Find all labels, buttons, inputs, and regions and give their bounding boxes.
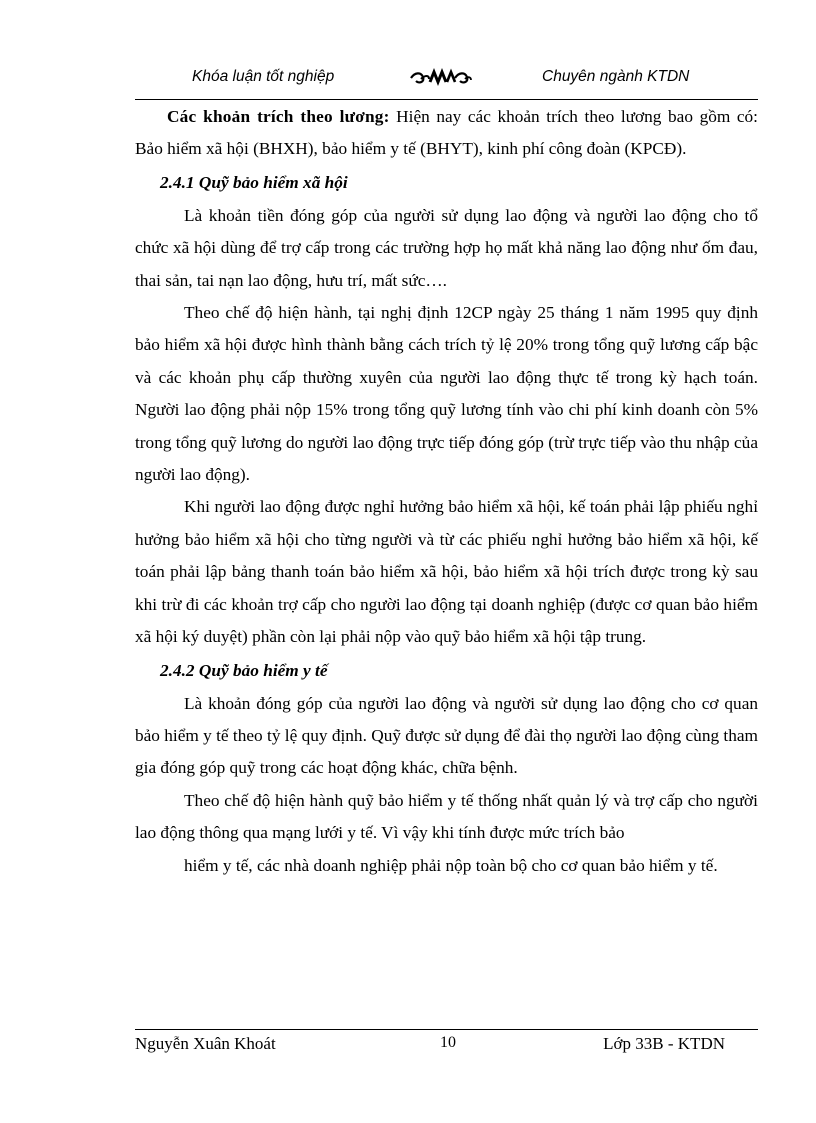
header-divider	[135, 99, 758, 100]
footer-author: Nguyễn Xuân Khoát	[135, 1034, 276, 1053]
section-heading-2-4-1: 2.4.1 Quỹ bảo hiểm xã hội	[160, 172, 348, 192]
decorative-ornament-icon	[407, 66, 475, 88]
section2-paragraph-2: Theo chế độ hiện hành quỹ bảo hiểm y tế thống nhất quản lý và trợ cấp cho người lao động thông qua mạng lưới y tế. Vì vậy khi tính được mức trích bảo	[135, 790, 758, 843]
section-heading-2-4-2: 2.4.2 Quỹ bảo hiểm y tế	[160, 660, 328, 680]
header-thesis-label: Khóa luận tốt nghiệp	[192, 68, 335, 85]
header-major-label: Chuyên ngành KTDN	[542, 68, 690, 85]
section2-paragraph-3: hiểm y tế, các nhà doanh nghiệp phải nộp toàn bộ cho cơ quan bảo hiểm y tế.	[184, 855, 718, 875]
intro-lead: Các khoản trích theo lương:	[167, 107, 390, 126]
document-body	[135, 101, 758, 882]
section1-paragraph-2: Theo chế độ hiện hành, tại nghị định 12CP ngày 25 tháng 1 năm 1995 quy định bảo hiểm xã hội được hình thành bằng cách trích tỷ lệ 20% trong tổng quỹ lương cấp bậc và các khoản phụ cấp thường xuyên của người lao động thực tế trong kỳ hạch toán. Người lao động phải nộp 15% trong tổng quỹ lương tính vào chi phí kinh doanh còn 5% trong tổng quỹ lương do người lao động trực tiếp đóng góp (trừ trực tiếp vào thu nhập của người lao động).	[135, 303, 758, 485]
footer-divider	[135, 1029, 758, 1030]
section1-paragraph-1: Là khoản tiền đóng góp của người sử dụng lao động và người lao động cho tổ chức xã hội dùng để trợ cấp trong các trường hợp họ mất khả năng lao động như ốm đau, thai sản, tai nạn lao động, hưu trí, mất sức….	[135, 205, 758, 290]
section1-paragraph-3: Khi người lao động được nghỉ hưởng bảo hiểm xã hội, kế toán phải lập phiếu nghỉ hưởng bảo hiểm xã hội cho từng người và từ các phiếu nghỉ hưởng bảo hiểm xã hội, kế toán phải lập bảng thanh toán bảo hiểm xã hội, bảo hiểm xã hội trích được trong kỳ sau khi trừ đi các khoản trợ cấp cho người lao động tại doanh nghiệp (được cơ quan bảo hiểm xã hội ký duyệt) phần còn lại phải nộp vào quỹ bảo hiểm xã hội tập trung.	[135, 497, 758, 647]
footer-page-number: 10	[440, 1034, 456, 1051]
footer-class: Lớp 33B - KTDN	[603, 1034, 725, 1053]
intro-paragraph	[135, 101, 758, 166]
section2-paragraph-1: Là khoản đóng góp của người lao động và người sử dụng lao động cho cơ quan bảo hiểm y tế theo tỷ lệ quy định. Quỹ được sử dụng để đài thọ người lao động cùng tham gia đóng góp quỹ trong các hoạt động khác, chữa bệnh.	[135, 693, 758, 778]
page-header	[135, 66, 758, 92]
intro-text: Hiện nay các khoản trích theo lương bao gồm có: Bảo hiểm xã hội (BHXH), bảo hiểm y tế (BHYT), kinh phí công đoàn (KPCĐ).	[135, 107, 758, 159]
page-footer	[135, 1034, 758, 1060]
